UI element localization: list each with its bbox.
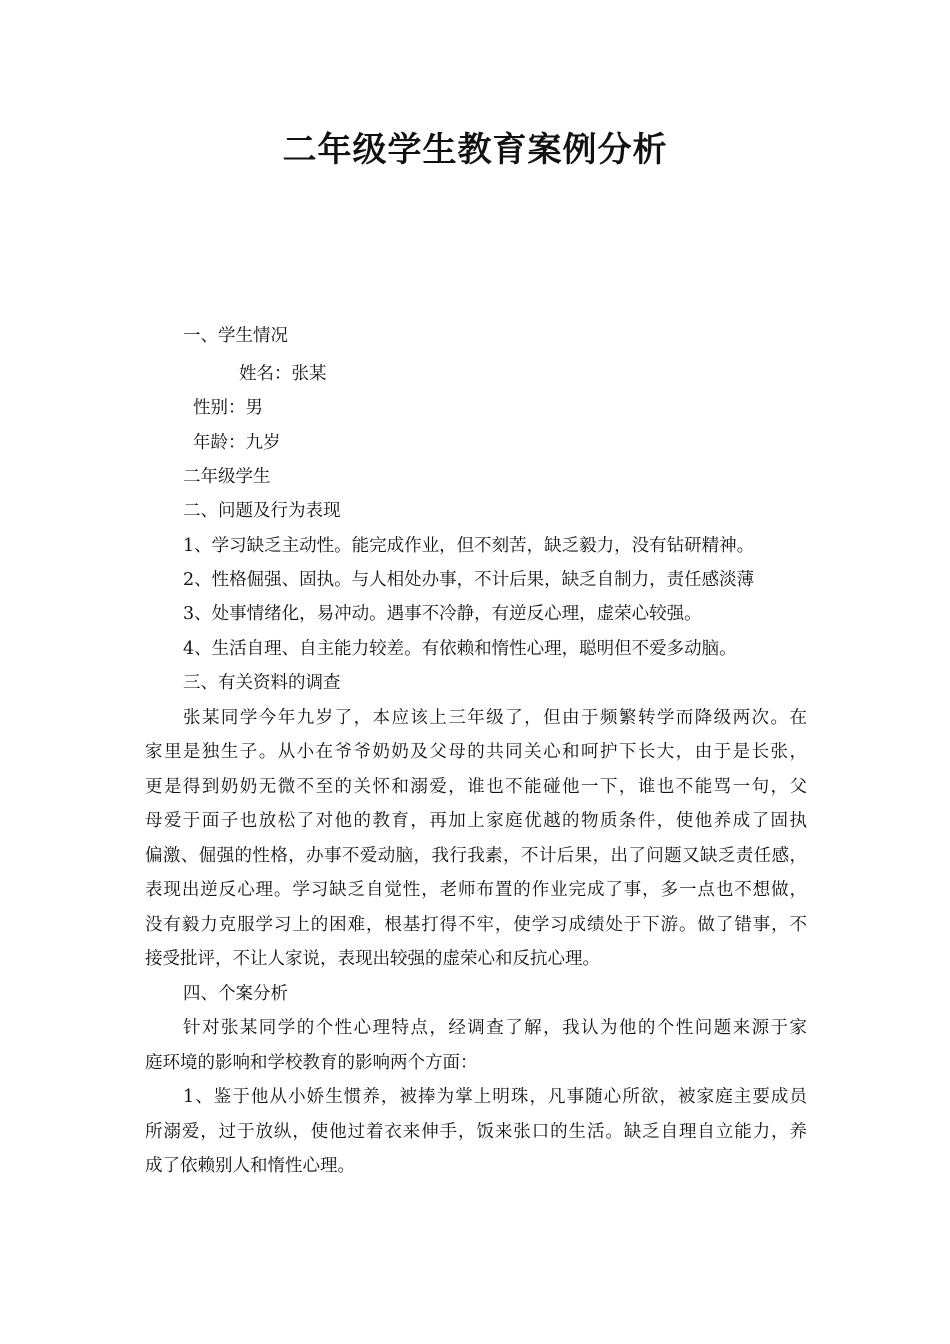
student-name: 姓名：张某 bbox=[239, 364, 327, 384]
section-heading-analysis: 四、个案分析 bbox=[183, 984, 288, 1004]
problem-item: 3、处事情绪化，易冲动。遇事不冷静，有逆反心理，虚荣心较强。 bbox=[183, 604, 702, 624]
document-title: 二年级学生教育案例分析 bbox=[282, 130, 668, 170]
investigation-paragraph-line: 表现出逆反心理。学习缺乏自觉性，老师布置的作业完成了事，多一点也不想做， bbox=[145, 880, 807, 900]
analysis-point-line: 所溺爱，过于放纵，使他过着衣来伸手，饭来张口的生活。缺乏自理自立能力，养 bbox=[145, 1122, 807, 1142]
section-heading-student-info: 一、学生情况 bbox=[183, 326, 288, 346]
analysis-point-line: 1、鉴于他从小娇生惯养，被捧为掌上明珠，凡事随心所欲，被家庭主要成员 bbox=[183, 1087, 807, 1107]
investigation-paragraph-line: 母爱于面子也放松了对他的教育，再加上家庭优越的物质条件，使他养成了固执 bbox=[145, 811, 807, 831]
analysis-paragraph-line: 针对张某同学的个性心理特点，经调查了解，我认为他的个性问题来源于家 bbox=[183, 1018, 807, 1038]
investigation-paragraph-line: 偏激、倔强的性格，办事不爱动脑，我行我素，不计后果，出了问题又缺乏责任感， bbox=[145, 846, 807, 866]
problem-item: 1、学习缺乏主动性。能完成作业，但不刻苦，缺乏毅力，没有钻研精神。 bbox=[183, 536, 755, 556]
investigation-paragraph-line: 更是得到奶奶无微不至的关怀和溺爱，谁也不能碰他一下，谁也不能骂一句，父 bbox=[145, 777, 807, 797]
analysis-paragraph-line: 庭环境的影响和学校教育的影响两个方面： bbox=[145, 1053, 478, 1073]
problem-item: 2、性格倔强、固执。与人相处办事，不计后果，缺乏自制力，责任感淡薄 bbox=[183, 570, 755, 590]
investigation-paragraph-line: 接受批评，不让人家说，表现出较强的虚荣心和反抗心理。 bbox=[145, 949, 600, 969]
investigation-paragraph-line: 没有毅力克服学习上的困难，根基打得不牢，使学习成绩处于下游。做了错事，不 bbox=[145, 915, 807, 935]
student-gender: 性别：男 bbox=[193, 398, 263, 418]
analysis-point-line: 成了依赖别人和惰性心理。 bbox=[145, 1156, 355, 1176]
section-heading-investigation: 三、有关资料的调查 bbox=[183, 673, 341, 693]
problem-item: 4、生活自理、自主能力较差。有依赖和惰性心理，聪明但不爱多动脑。 bbox=[183, 639, 737, 659]
student-grade: 二年级学生 bbox=[183, 467, 271, 487]
student-age: 年龄：九岁 bbox=[193, 433, 281, 453]
investigation-paragraph-line: 家里是独生子。从小在爷爷奶奶及父母的共同关心和呵护下长大，由于是长张， bbox=[145, 742, 807, 762]
investigation-paragraph-line: 张某同学今年九岁了，本应该上三年级了，但由于频繁转学而降级两次。在 bbox=[183, 708, 807, 728]
section-heading-problems: 二、问题及行为表现 bbox=[183, 501, 341, 521]
